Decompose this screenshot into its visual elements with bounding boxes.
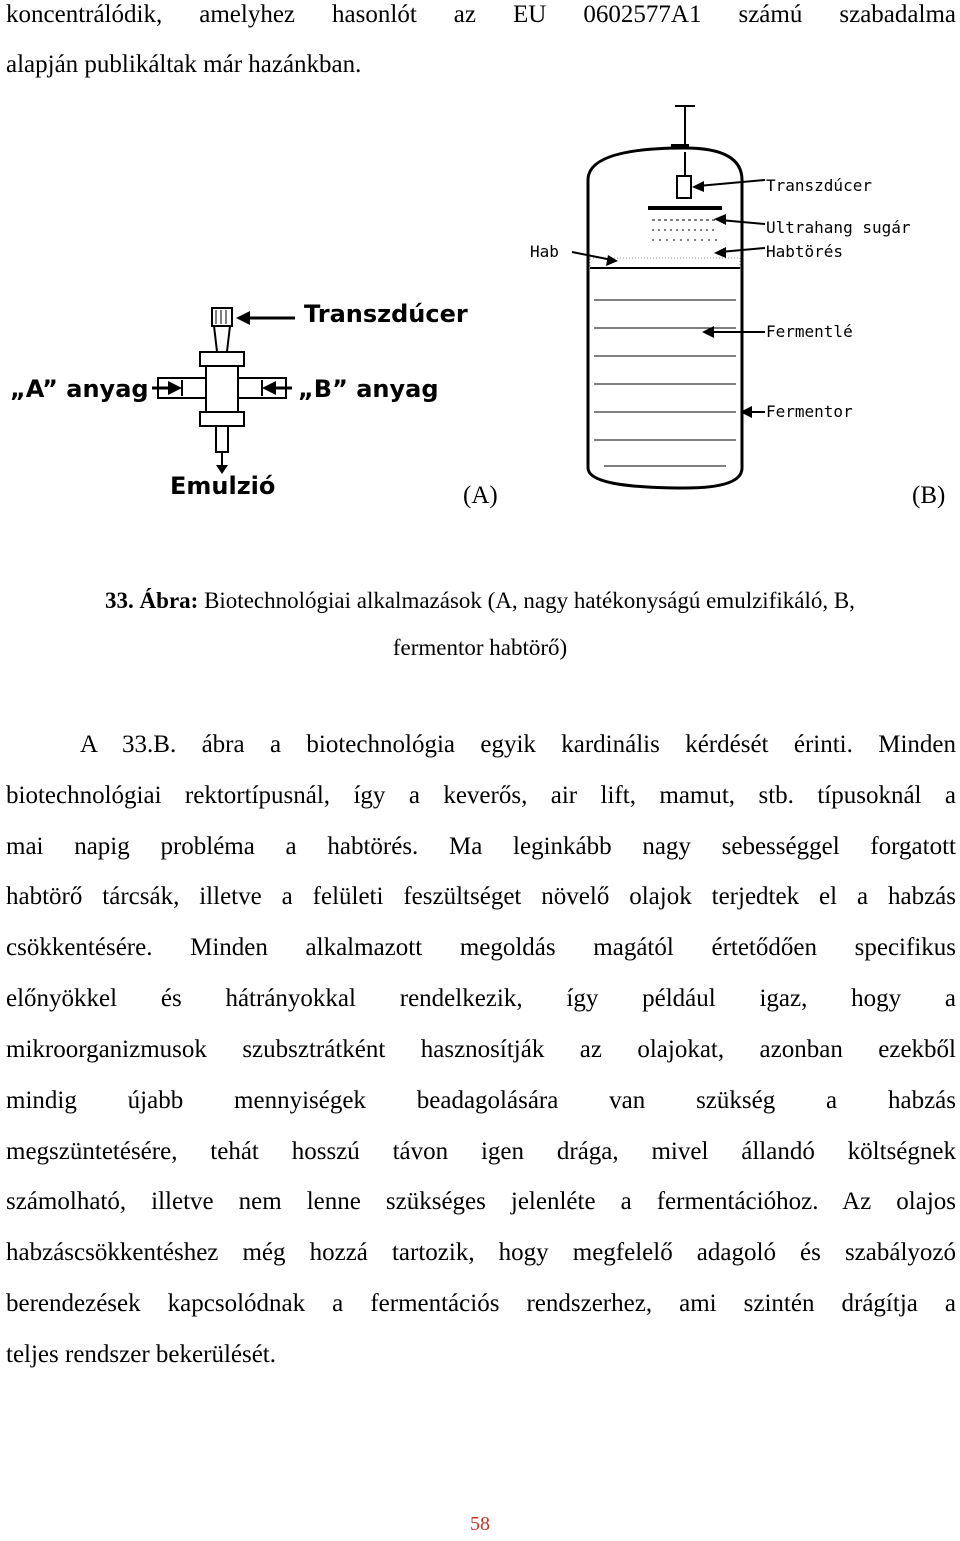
label-foam-breaking: Habtörés: [766, 242, 844, 261]
label-emulsion: Emulzió: [170, 472, 276, 500]
intro-line-1: koncentrálódik, amelyhez hasonlót az EU 0602577A1 számú szabadalma: [6, 1, 956, 28]
body-line-8: mindig újabb mennyiségek beadagolására van szükség a habzás: [6, 1087, 956, 1114]
body-line-9: megszüntetésére, tehát hosszú távon igen drága, mivel állandó költségnek: [6, 1138, 956, 1165]
page-number: 58: [470, 1513, 490, 1535]
body-line-6: előnyökkel és hátrányokkal rendelkezik, így például igaz, hogy a: [6, 985, 956, 1012]
label-foam: Hab: [530, 242, 559, 261]
body-line-13: teljes rendszer bekerülését.: [6, 1341, 277, 1368]
label-transducer-b: Transzdúcer: [766, 176, 872, 195]
fermentor-diagram: [520, 100, 960, 500]
body-line-2: biotechnológiai rektortípusnál, így a keverős, air lift, mamut, stb. típusoknál a: [6, 782, 956, 809]
body-line-5: csökkentésére. Minden alkalmazott megoldás magától értetődően specifikus: [6, 934, 956, 961]
body-line-11: habzáscsökkentéshez még hozzá tartozik, hogy megfelelő adagoló és szabályozó: [6, 1239, 956, 1266]
figure-caption: [0, 586, 960, 616]
body-line-10: számolható, illetve nem lenne szükséges jelenléte a fermentációhoz. Az olajos: [6, 1188, 956, 1215]
caption-number: 33. Ábra:: [105, 588, 199, 613]
body-line-4: habtörő tárcsák, illetve a felületi feszültséget növelő olajok terjedtek el a habzás: [6, 883, 956, 910]
label-material-a: „A” anyag: [10, 375, 149, 403]
body-line-12: berendezések kapcsolódnak a fermentációs rendszerhez, ami szintén drágítja a: [6, 1290, 956, 1317]
label-ultrasound: Ultrahang sugár: [766, 218, 911, 237]
intro-line-2: alapján publikáltak már hazánkban.: [6, 51, 362, 78]
caption-text-1: Biotechnológiai alkalmazások (A, nagy hatékonyságú emulzifikáló, B,: [198, 588, 855, 613]
caption-text-2: fermentor habtörő): [392, 635, 568, 660]
body-line-1: A 33.B. ábra a biotechnológia egyik kardinális kérdését érinti. Minden: [80, 731, 956, 758]
body-line-7: mikroorganizmusok szubsztrátként hasznosítják az olajokat, azonban ezekből: [6, 1036, 956, 1063]
panel-b-letter: (B): [912, 482, 946, 509]
body-line-3: mai napig probléma a habtörés. Ma leginkább nagy sebességgel forgatott: [6, 833, 956, 860]
label-broth: Fermentlé: [766, 322, 853, 341]
label-material-b: „B” anyag: [298, 375, 439, 403]
label-fermentor: Fermentor: [766, 402, 853, 421]
panel-a-letter: (A): [463, 482, 498, 509]
label-transducer-a: Transzdúcer: [304, 300, 468, 328]
